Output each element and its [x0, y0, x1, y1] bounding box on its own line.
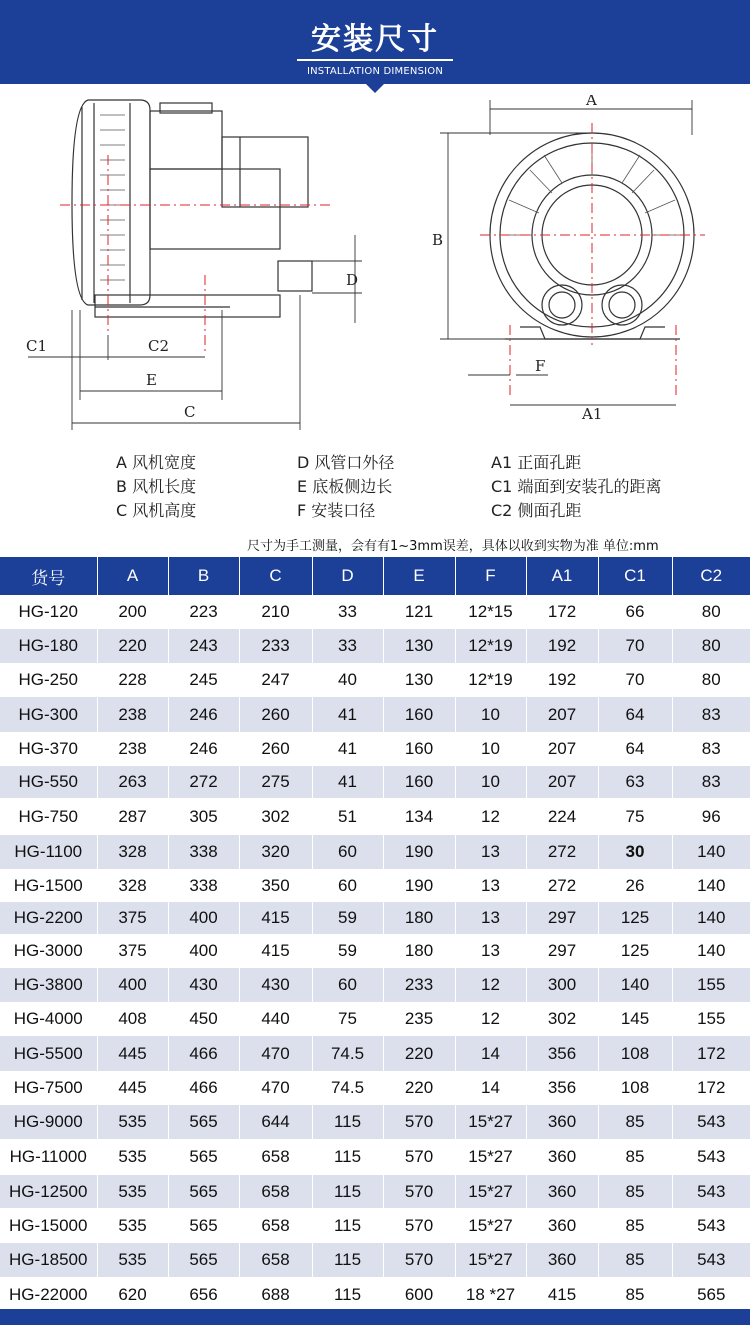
value-cell: 565	[168, 1105, 239, 1139]
value-cell: 41	[312, 766, 383, 798]
value-cell: 658	[239, 1175, 312, 1208]
column-header: E	[383, 557, 455, 595]
table-row	[0, 1175, 750, 1208]
page-subtitle: INSTALLATION DIMENSION	[306, 66, 444, 77]
value-cell: 60	[312, 835, 383, 869]
value-cell: 535	[97, 1208, 168, 1243]
value-cell: 247	[239, 663, 312, 697]
legend-item: D 风管口外径	[297, 453, 395, 472]
model-cell: HG-12500	[0, 1175, 97, 1208]
value-cell: 200	[97, 595, 168, 629]
value-cell: 60	[312, 869, 383, 902]
model-cell: HG-120	[0, 595, 97, 629]
model-cell: HG-7500	[0, 1071, 97, 1105]
value-cell: 59	[312, 902, 383, 934]
value-cell: 12	[455, 1002, 526, 1036]
value-cell: 272	[168, 766, 239, 798]
column-header: C1	[598, 557, 672, 595]
value-cell: 415	[239, 902, 312, 934]
value-cell: 15*27	[455, 1105, 526, 1139]
front-view-dimensions	[440, 100, 692, 405]
table-row	[0, 1208, 750, 1243]
value-cell: 145	[598, 1002, 672, 1036]
value-cell: 33	[312, 595, 383, 629]
value-cell: 350	[239, 869, 312, 902]
value-cell: 134	[383, 798, 455, 835]
value-cell: 130	[383, 629, 455, 663]
table-row	[0, 1036, 750, 1071]
table-row	[0, 1002, 750, 1036]
page-header	[0, 0, 750, 84]
value-cell: 60	[312, 968, 383, 1002]
value-cell: 658	[239, 1208, 312, 1243]
legend-column-3	[491, 451, 661, 523]
value-cell: 328	[97, 835, 168, 869]
column-header: D	[312, 557, 383, 595]
value-cell: 160	[383, 732, 455, 766]
value-cell: 570	[383, 1208, 455, 1243]
legend-column-1	[116, 451, 196, 523]
value-cell: 338	[168, 869, 239, 902]
value-cell: 656	[168, 1277, 239, 1312]
model-cell: HG-2200	[0, 902, 97, 934]
value-cell: 220	[97, 629, 168, 663]
value-cell: 12*19	[455, 629, 526, 663]
value-cell: 10	[455, 732, 526, 766]
table-row	[0, 766, 750, 798]
value-cell: 360	[526, 1243, 598, 1277]
value-cell: 375	[97, 902, 168, 934]
value-cell: 238	[97, 732, 168, 766]
value-cell: 115	[312, 1277, 383, 1312]
value-cell: 535	[97, 1243, 168, 1277]
legend-item: C2 侧面孔距	[491, 501, 582, 520]
value-cell: 360	[526, 1105, 598, 1139]
value-cell: 207	[526, 766, 598, 798]
table-row	[0, 697, 750, 732]
value-cell: 535	[97, 1139, 168, 1175]
measurement-note: 尺寸为手工测量，会有有1~3mm误差，具体以收到实物为准 单位:mm	[247, 539, 659, 554]
value-cell: 83	[672, 697, 750, 732]
value-cell: 125	[598, 902, 672, 934]
value-cell: 570	[383, 1175, 455, 1208]
column-header: C2	[672, 557, 750, 595]
model-cell: HG-5500	[0, 1036, 97, 1071]
value-cell: 338	[168, 835, 239, 869]
value-cell: 570	[383, 1243, 455, 1277]
value-cell: 140	[598, 968, 672, 1002]
value-cell: 41	[312, 697, 383, 732]
model-cell: HG-300	[0, 697, 97, 732]
value-cell: 108	[598, 1036, 672, 1071]
value-cell: 140	[672, 835, 750, 869]
value-cell: 13	[455, 869, 526, 902]
value-cell: 83	[672, 766, 750, 798]
value-cell: 115	[312, 1175, 383, 1208]
value-cell: 155	[672, 968, 750, 1002]
model-cell: HG-1500	[0, 869, 97, 902]
value-cell: 620	[97, 1277, 168, 1312]
model-cell: HG-370	[0, 732, 97, 766]
model-cell: HG-1100	[0, 835, 97, 869]
legend-item: C1 端面到安装孔的距离	[491, 477, 662, 496]
model-cell: HG-3000	[0, 934, 97, 968]
value-cell: 210	[239, 595, 312, 629]
value-cell: 14	[455, 1036, 526, 1071]
value-cell: 297	[526, 902, 598, 934]
value-cell: 33	[312, 629, 383, 663]
table-row	[0, 1105, 750, 1139]
value-cell: 565	[168, 1243, 239, 1277]
value-cell: 80	[672, 629, 750, 663]
value-cell: 15*27	[455, 1208, 526, 1243]
model-cell: HG-550	[0, 766, 97, 798]
model-cell: HG-180	[0, 629, 97, 663]
table-row	[0, 1277, 750, 1312]
value-cell: 356	[526, 1036, 598, 1071]
value-cell: 26	[598, 869, 672, 902]
value-cell: 12	[455, 798, 526, 835]
value-cell: 450	[168, 1002, 239, 1036]
table-row	[0, 1071, 750, 1105]
value-cell: 85	[598, 1139, 672, 1175]
value-cell: 14	[455, 1071, 526, 1105]
value-cell: 10	[455, 766, 526, 798]
value-cell: 260	[239, 732, 312, 766]
value-cell: 180	[383, 934, 455, 968]
value-cell: 130	[383, 663, 455, 697]
legend-item: A 风机宽度	[116, 453, 197, 472]
value-cell: 543	[672, 1243, 750, 1277]
value-cell: 275	[239, 766, 312, 798]
dim-label-c1: C1	[26, 337, 48, 355]
value-cell: 30	[598, 835, 672, 869]
model-cell: HG-22000	[0, 1277, 97, 1312]
legend-item: E 底板侧边长	[297, 477, 393, 496]
value-cell: 430	[168, 968, 239, 1002]
dim-label-d: D	[346, 271, 359, 289]
value-cell: 59	[312, 934, 383, 968]
value-cell: 140	[697, 875, 726, 895]
value-cell: 160	[383, 766, 455, 798]
side-view-labels	[26, 271, 358, 421]
legend-item: C 风机高度	[116, 501, 197, 520]
value-cell: 543	[697, 1215, 726, 1235]
value-cell: 543	[672, 1105, 750, 1139]
value-cell: 172	[672, 1036, 750, 1071]
table-row	[0, 968, 750, 1002]
model-cell: HG-4000	[0, 1002, 97, 1036]
value-cell: 233	[239, 629, 312, 663]
legend-column-2	[297, 451, 394, 523]
value-cell: 375	[97, 934, 168, 968]
table-row	[0, 934, 750, 968]
value-cell: 305	[168, 798, 239, 835]
value-cell: 223	[168, 595, 239, 629]
value-cell: 263	[97, 766, 168, 798]
value-cell: 74.5	[312, 1071, 383, 1105]
value-cell: 207	[526, 697, 598, 732]
column-header: B	[168, 557, 239, 595]
dim-label-f: F	[535, 357, 546, 375]
model-cell: HG-11000	[0, 1139, 97, 1175]
value-cell: 400	[97, 968, 168, 1002]
value-cell: 658	[239, 1139, 312, 1175]
value-cell: 85	[598, 1105, 672, 1139]
title-divider	[297, 59, 453, 61]
value-cell: 64	[598, 732, 672, 766]
value-cell: 360	[526, 1175, 598, 1208]
model-cell: HG-250	[0, 663, 97, 697]
table-header-row	[0, 557, 750, 595]
value-cell: 207	[526, 732, 598, 766]
value-cell: 245	[168, 663, 239, 697]
value-cell: 75	[598, 798, 672, 835]
value-cell: 66	[598, 595, 672, 629]
value-cell: 115	[312, 1139, 383, 1175]
value-cell: 466	[168, 1071, 239, 1105]
value-cell: 565	[168, 1208, 239, 1243]
value-cell: 300	[526, 968, 598, 1002]
model-cell: HG-15000	[0, 1208, 97, 1243]
value-cell: 10	[455, 697, 526, 732]
value-cell: 445	[97, 1071, 168, 1105]
value-cell: 246	[168, 732, 239, 766]
value-cell: 415	[526, 1277, 598, 1312]
value-cell: 180	[383, 902, 455, 934]
value-cell: 400	[168, 934, 239, 968]
dim-label-e: E	[146, 371, 157, 389]
value-cell: 115	[312, 1243, 383, 1277]
value-cell: 600	[383, 1277, 455, 1312]
value-cell: 356	[526, 1071, 598, 1105]
table-row	[0, 835, 750, 869]
value-cell: 535	[97, 1175, 168, 1208]
model-cell: HG-750	[0, 798, 97, 835]
page-title: 安装尺寸	[311, 22, 439, 57]
column-header: C	[239, 557, 312, 595]
legend-item: A1 正面孔距	[491, 453, 582, 472]
value-cell: 12*15	[455, 595, 526, 629]
dim-label-c2: C2	[148, 337, 170, 355]
value-cell: 297	[526, 934, 598, 968]
legend-item: F 安装口径	[297, 501, 376, 520]
value-cell: 15*27	[455, 1139, 526, 1175]
value-cell: 415	[239, 934, 312, 968]
value-cell: 260	[239, 697, 312, 732]
value-cell: 565	[168, 1139, 239, 1175]
value-cell: 83	[701, 739, 721, 758]
value-cell: 565	[697, 1284, 726, 1304]
value-cell: 445	[97, 1036, 168, 1071]
table-row	[0, 732, 750, 766]
value-cell: 570	[383, 1105, 455, 1139]
value-cell: 70	[598, 663, 672, 697]
value-cell: 13	[455, 902, 526, 934]
page-footer-bar	[0, 1309, 750, 1325]
dim-label-a: A	[586, 95, 597, 109]
table-row	[0, 595, 750, 629]
table-row	[0, 1139, 750, 1175]
value-cell: 543	[672, 1175, 750, 1208]
value-cell: 688	[239, 1277, 312, 1312]
value-cell: 328	[97, 869, 168, 902]
value-cell: 13	[455, 934, 526, 968]
value-cell: 140	[672, 902, 750, 934]
value-cell: 565	[168, 1175, 239, 1208]
model-cell: HG-18500	[0, 1243, 97, 1277]
column-header: A	[97, 557, 168, 595]
table-row	[0, 1243, 750, 1277]
legend-item: B 风机长度	[116, 477, 197, 496]
value-cell: 400	[168, 902, 239, 934]
column-header: F	[455, 557, 526, 595]
value-cell: 246	[168, 697, 239, 732]
value-cell: 190	[383, 869, 455, 902]
table-row	[0, 663, 750, 697]
value-cell: 115	[312, 1208, 383, 1243]
value-cell: 644	[239, 1105, 312, 1139]
model-cell: HG-3800	[0, 968, 97, 1002]
value-cell: 18 *27	[455, 1277, 526, 1312]
value-cell: 140	[697, 941, 726, 960]
table-row	[0, 869, 750, 902]
value-cell: 287	[97, 798, 168, 835]
value-cell: 85	[598, 1208, 672, 1243]
value-cell: 15*27	[455, 1175, 526, 1208]
value-cell: 238	[97, 697, 168, 732]
value-cell: 13	[455, 835, 526, 869]
value-cell: 440	[239, 1002, 312, 1036]
value-cell: 470	[239, 1071, 312, 1105]
value-cell: 470	[239, 1036, 312, 1071]
value-cell: 320	[239, 835, 312, 869]
value-cell: 192	[526, 663, 598, 697]
value-cell: 85	[598, 1243, 672, 1277]
value-cell: 408	[97, 1002, 168, 1036]
value-cell: 466	[168, 1036, 239, 1071]
value-cell: 85	[598, 1277, 672, 1312]
value-cell: 15*27	[455, 1243, 526, 1277]
model-cell: HG-9000	[0, 1105, 97, 1139]
value-cell: 64	[598, 697, 672, 732]
dim-label-c: C	[184, 403, 196, 421]
value-cell: 658	[239, 1243, 312, 1277]
value-cell: 40	[312, 663, 383, 697]
value-cell: 96	[701, 806, 721, 826]
value-cell: 360	[526, 1208, 598, 1243]
installation-diagram	[0, 95, 750, 440]
table-row	[0, 902, 750, 934]
value-cell: 172	[697, 1078, 726, 1097]
value-cell: 51	[312, 798, 383, 835]
value-cell: 302	[526, 1002, 598, 1036]
value-cell: 80	[701, 602, 721, 621]
value-cell: 570	[383, 1139, 455, 1175]
value-cell: 360	[526, 1139, 598, 1175]
value-cell: 543	[697, 1147, 726, 1166]
dim-label-a1: A1	[582, 405, 603, 423]
value-cell: 224	[526, 798, 598, 835]
value-cell: 535	[97, 1105, 168, 1139]
value-cell: 228	[97, 663, 168, 697]
column-header: A1	[526, 557, 598, 595]
value-cell: 302	[239, 798, 312, 835]
value-cell: 12*19	[455, 663, 526, 697]
value-cell: 220	[383, 1071, 455, 1105]
value-cell: 125	[598, 934, 672, 968]
table-row	[0, 629, 750, 663]
value-cell: 115	[312, 1105, 383, 1139]
value-cell: 63	[598, 766, 672, 798]
value-cell: 12	[455, 968, 526, 1002]
column-header: 货号	[0, 557, 97, 595]
value-cell: 75	[312, 1002, 383, 1036]
value-cell: 220	[383, 1036, 455, 1071]
value-cell: 172	[526, 595, 598, 629]
front-view-centerlines	[480, 123, 705, 395]
side-view-centerlines	[60, 155, 330, 355]
value-cell: 160	[383, 697, 455, 732]
value-cell: 190	[383, 835, 455, 869]
value-cell: 41	[312, 732, 383, 766]
value-cell: 80	[701, 670, 721, 689]
value-cell: 272	[526, 835, 598, 869]
value-cell: 85	[598, 1175, 672, 1208]
value-cell: 121	[383, 595, 455, 629]
value-cell: 74.5	[312, 1036, 383, 1071]
value-cell: 243	[168, 629, 239, 663]
value-cell: 235	[383, 1002, 455, 1036]
value-cell: 70	[598, 629, 672, 663]
value-cell: 108	[598, 1071, 672, 1105]
value-cell: 233	[383, 968, 455, 1002]
value-cell: 192	[526, 629, 598, 663]
value-cell: 272	[526, 869, 598, 902]
header-notch	[366, 84, 384, 93]
table-row	[0, 798, 750, 835]
dim-label-b: B	[432, 231, 444, 249]
value-cell: 155	[697, 1009, 726, 1028]
dimension-table	[0, 557, 750, 1312]
value-cell: 430	[239, 968, 312, 1002]
